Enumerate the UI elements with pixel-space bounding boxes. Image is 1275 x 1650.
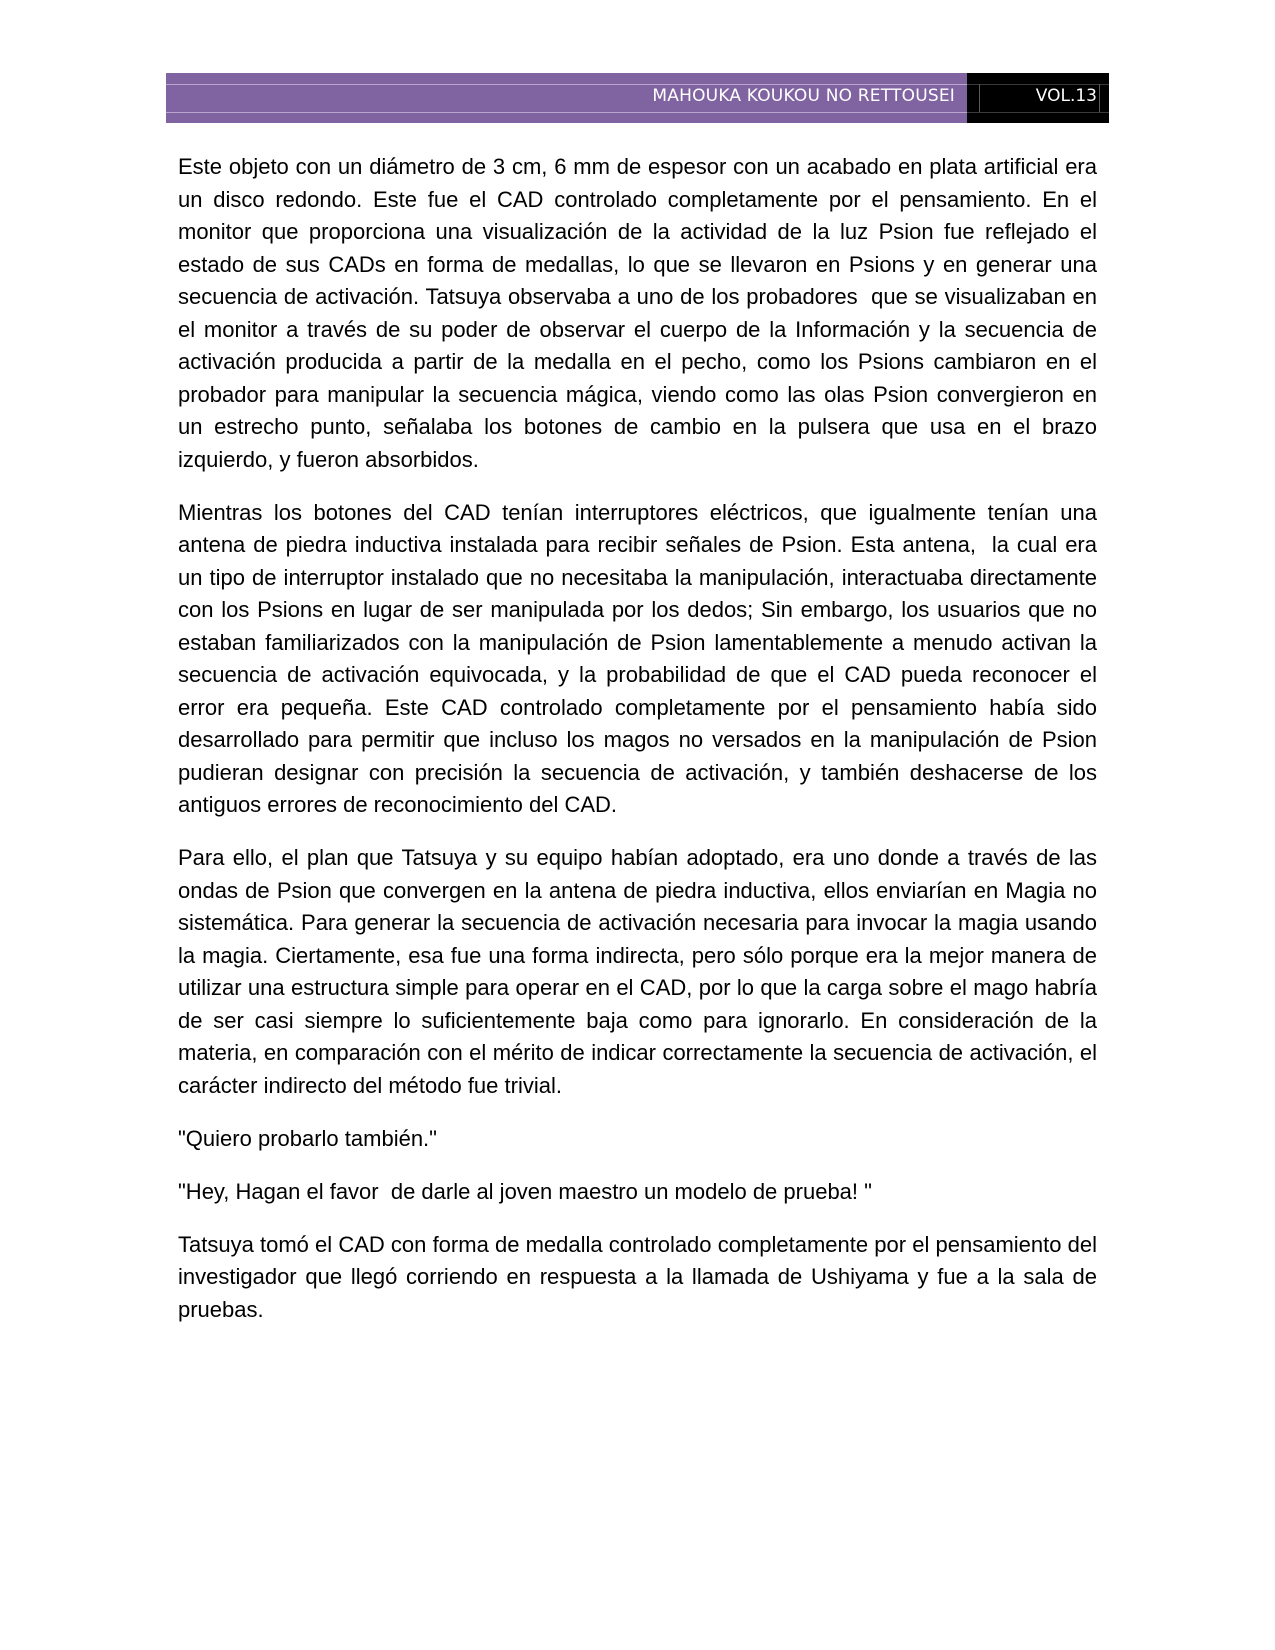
header-rule-top bbox=[166, 84, 967, 85]
paragraph-3: Para ello, el plan que Tatsuya y su equipo habían adoptado, era uno donde a través de las ondas de Psion que convergen en la antena de piedra inductiva, ellos enviarían en Magia no sistemática. Para generar la secuencia de activación necesaria para invocar la magia usando la magia. Ciertamente, esa fue una forma indirecta, pero sólo porque era la mejor manera de utilizar una estructura simple para operar en el CAD, por lo que la carga sobre el mago habría de ser casi siempre lo suficientemente baja como para ignorarlo. En consideración de la materia, en comparación con el mérito de indicar correctamente la secuencia de activación, el carácter indirecto del método fue trivial. bbox=[178, 845, 1104, 1098]
series-title: MAHOUKA KOUKOU NO RETTOUSEI bbox=[652, 86, 955, 106]
paragraph-2: Mientras los botones del CAD tenían interruptores eléctricos, que igualmente tenían una antena de piedra inductiva instalada para recibir señales de Psion. Esta antena, la cual era un tipo de interruptor instalado que no necesitaba la manipulación, interactuaba directamente con los Psions en lugar de ser manipulada por los dedos; Sin embargo, los usuarios que no estaban familiarizados con la manipulación de Psion lamentablemente a menudo activan la secuencia de activación equivocada, y la probabilidad de que el CAD pueda reconocer el error era pequeña. Este CAD controlado completamente por el pensamiento había sido desarrollado para permitir que incluso los magos no versados en la manipulación de Psion pudieran designar con precisión la secuencia de activación, y también deshacerse de los antiguos errores de reconocimiento del CAD. bbox=[178, 499, 1104, 817]
volume-box bbox=[967, 73, 1109, 123]
header-title-band bbox=[166, 73, 967, 123]
volume-rule-top bbox=[967, 84, 1109, 85]
paragraph-1: Este objeto con un diámetro de 3 cm, 6 mm de espesor con un acabado en plata artificial era un disco redondo. Este fue el CAD controlado completamente por el pensamiento. En el monitor que proporciona una visualización de la actividad de la luz Psion fue reflejado el estado de sus CADs en forma de medallas, lo que se llevaron en Psions y en generar una secuencia de activación. Tatsuya observaba a uno de los probadores que se visualizaban en el monitor a través de su poder de observar el cuerpo de la Información y la secuencia de activación producida a partir de la medalla en el pecho, como los Psions cambiaron en el probador para manipular la secuencia mágica, viendo como las olas Psion convergieron en un estrecho punto, señalaba los botones de cambio en la pulsera que usa en el brazo izquierdo, y fueron absorbidos. bbox=[178, 154, 1104, 472]
volume-divider-left bbox=[979, 84, 980, 112]
volume-rule-bottom bbox=[967, 112, 1109, 113]
dialogue-line-2: "Hey, Hagan el favor de darle al joven maestro un modelo de prueba! " bbox=[178, 1178, 872, 1204]
paragraph-4: Tatsuya tomó el CAD con forma de medalla controlado completamente por el pensamiento del investigador que llegó corriendo en respuesta a la llamada de Ushiyama y fue a la sala de pruebas. bbox=[178, 1231, 1104, 1322]
volume-label: VOL.13 bbox=[1035, 86, 1097, 106]
header-rule-bottom bbox=[166, 112, 967, 113]
page-body bbox=[178, 151, 1104, 1347]
volume-divider-right bbox=[1099, 84, 1100, 112]
dialogue-line-1: "Quiero probarlo también." bbox=[178, 1125, 437, 1151]
page-header bbox=[166, 73, 1109, 123]
